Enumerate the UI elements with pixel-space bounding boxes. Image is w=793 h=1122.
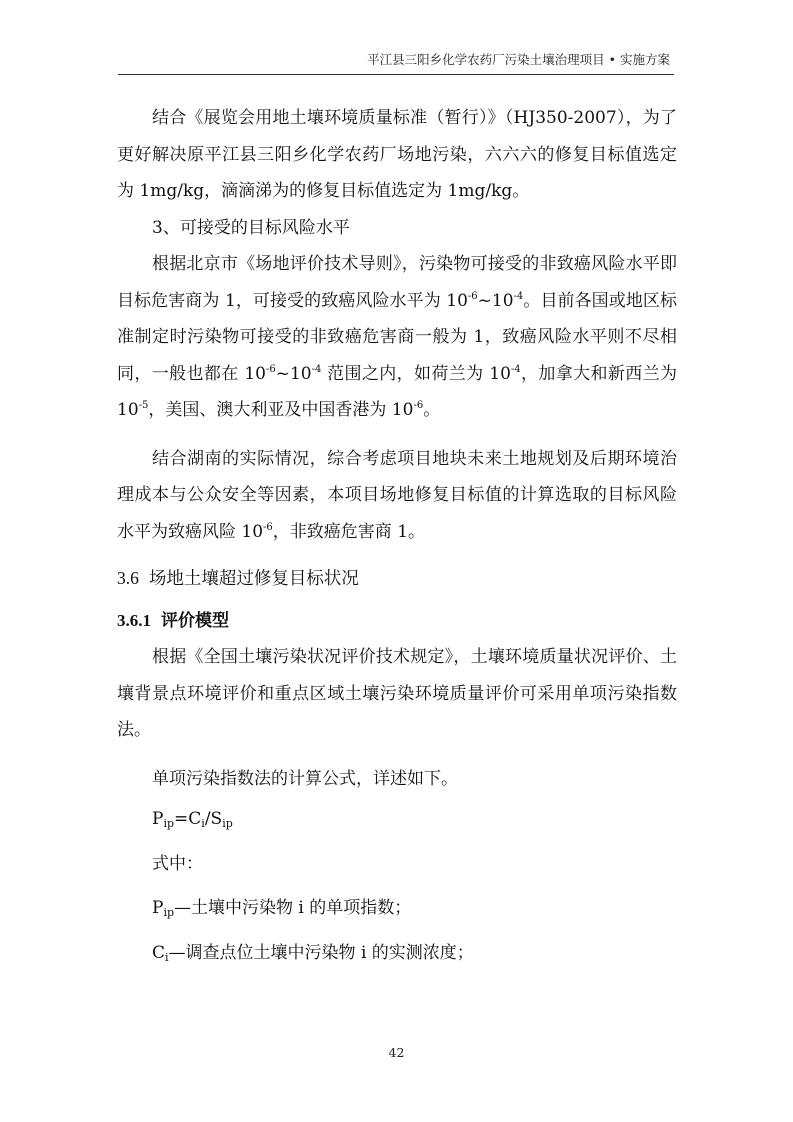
definition-ci: $C_i—$调查点位土壤中污染物 i 的实测浓度； <box>152 942 474 964</box>
item-acceptable-risk-heading: 3、可接受的目标风险水平 <box>152 217 350 238</box>
running-header: 平江县三阳乡化学农药厂污染土壤治理项目 • 实施方案 <box>367 52 670 67</box>
paragraph-target-values: 结合《展览会用地土壤环境质量标准（暂行）》（HJ350-2007），为了更好解决原平江县三阳乡化学农药厂场地污染，六六六的修复目标值选定为 1mg/kg，滴滴涕为的修复目标值选定为 1mg/kg。 <box>117 108 677 201</box>
section-heading <box>117 560 677 597</box>
page-body <box>117 100 677 971</box>
paragraph-evaluation-method: 根据《全国土壤污染状况评价技术规定》，土壤环境质量状况评价、土壤背景点环境评价和重点区域土壤污染环境质量评价可采用单项污染指数法。 <box>117 647 677 740</box>
paragraph-hunan-selection: 结合湖南的实际情况，综合考虑项目地块未来土地规划及后期环境治理成本与公众安全等因素，本项目场地修复目标值的计算选取的目标风险水平为致癌风险 $10^{-6}$，非致癌危害商 1。 <box>117 448 677 542</box>
page-number: 42 <box>388 1045 405 1060</box>
header-rule <box>118 74 674 75</box>
subsection-title: 评价模型 <box>161 611 229 631</box>
paragraph-formula-intro: 单项污染指数法的计算公式，详述如下。 <box>152 768 458 789</box>
definition-pip: $P_{ip}—$土壤中污染物 i 的单项指数； <box>152 898 412 919</box>
subsection-number: 3.6.1 <box>117 611 151 630</box>
paragraph-risk-levels: 根据北京市《场地评价技术导则》，污染物可接受的非致癌风险水平即目标危害商为 1，可接受的致癌风险水平为 $10^{-6}\sim 10^{-4}$。目前各国或地区标准制定时污染物可接受的非致癌危害商一般为 1，致癌风险水平则不尽相同，一般也都在 $10^{-6}\sim 10^{-4}$ 范围之内，如荷兰为 $10^{-4}$，加拿大和新西兰为 $10^{-5}$，美国、澳大利亚及中国香港为 $10^{-6}$。 <box>117 254 677 420</box>
formula-single-pollution-index: $P_{ip}=C_i/S_{ip}$ <box>152 809 233 830</box>
section-number: 3.6 <box>117 568 139 588</box>
where-label: 式中： <box>152 853 203 874</box>
section-title: 场地土壤超过修复目标状况 <box>148 569 359 589</box>
subsection-heading <box>117 603 677 639</box>
